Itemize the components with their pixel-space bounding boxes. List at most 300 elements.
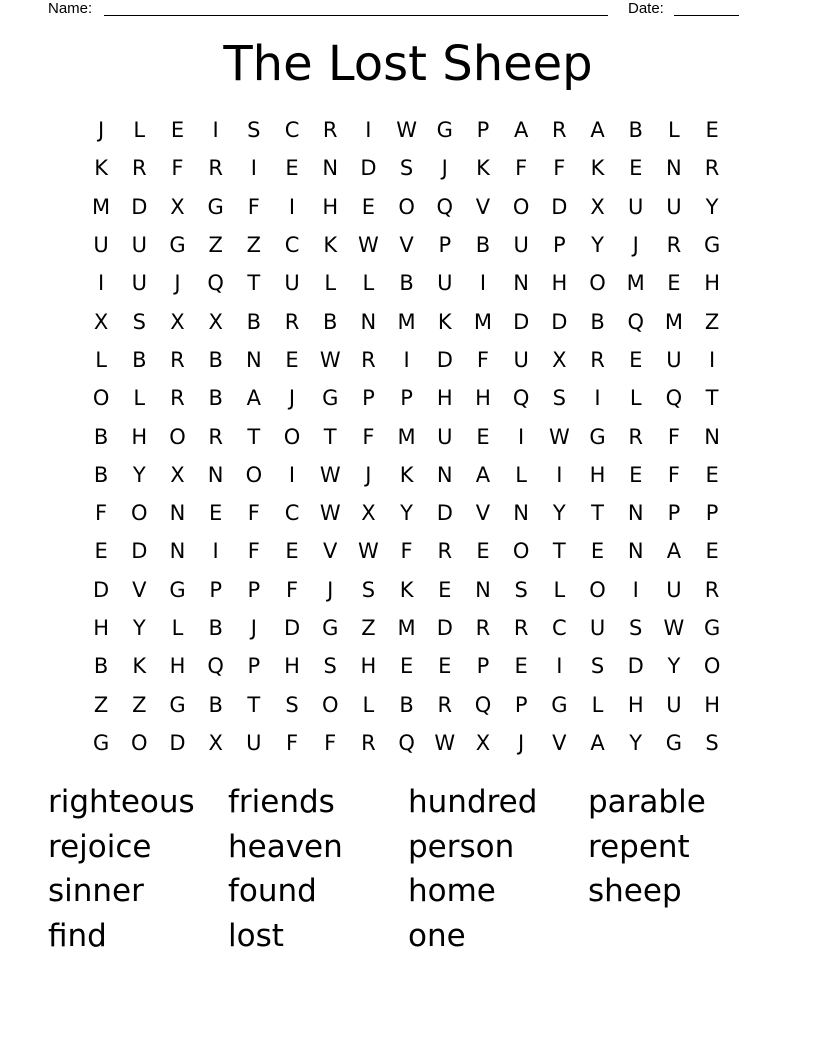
grid-cell[interactable]: R — [131, 156, 147, 181]
grid-cell[interactable]: O — [131, 501, 148, 526]
grid-cell[interactable]: E — [94, 539, 108, 564]
grid-cell[interactable]: T — [705, 386, 719, 411]
grid-cell[interactable]: N — [436, 462, 453, 487]
word-bank-item: repent — [588, 828, 690, 865]
grid-cell[interactable]: X — [208, 309, 223, 334]
grid-cell[interactable]: F — [667, 462, 680, 487]
grid-cell[interactable]: F — [476, 347, 490, 372]
grid-cell[interactable]: S — [361, 577, 376, 602]
grid-cell[interactable]: E — [629, 156, 643, 181]
grid-cell[interactable]: K — [94, 156, 108, 181]
grid-cell[interactable]: F — [400, 539, 413, 564]
grid-cell[interactable]: F — [247, 501, 260, 526]
grid-cell[interactable]: G — [322, 616, 339, 640]
grid-cell[interactable]: T — [247, 271, 261, 296]
grid-cell[interactable]: V — [132, 577, 147, 602]
grid-cell[interactable]: U — [666, 577, 682, 602]
grid-cell[interactable]: R — [284, 309, 300, 334]
grid-cell[interactable]: E — [285, 347, 299, 372]
grid-cell[interactable]: L — [95, 347, 107, 372]
grid-cell[interactable]: R — [666, 233, 682, 258]
grid-cell[interactable]: S — [514, 577, 528, 602]
date-line[interactable] — [674, 15, 739, 16]
grid-cell[interactable]: U — [589, 616, 606, 640]
grid-cell[interactable]: F — [553, 156, 566, 181]
grid-cell[interactable]: B — [246, 309, 262, 334]
grid-cell[interactable]: U — [628, 194, 644, 219]
grid-cell[interactable]: J — [327, 577, 334, 602]
grid-cell[interactable]: R — [437, 539, 453, 564]
grid-cell[interactable]: T — [247, 424, 261, 449]
grid-cell[interactable]: W — [319, 501, 341, 526]
grid-cell[interactable]: Z — [208, 233, 223, 258]
grid-cell[interactable]: L — [515, 462, 527, 487]
grid-cell[interactable]: I — [479, 271, 487, 296]
grid-cell[interactable]: D — [360, 156, 377, 181]
grid-cell[interactable]: T — [552, 539, 566, 564]
grid-cell[interactable]: G — [92, 730, 110, 755]
grid-cell[interactable]: E — [476, 424, 490, 449]
grid-cell[interactable]: B — [93, 654, 109, 679]
grid-cell[interactable]: P — [247, 654, 261, 679]
grid-cell[interactable]: S — [285, 692, 299, 717]
grid-cell[interactable]: P — [514, 692, 528, 717]
grid-cell[interactable]: O — [321, 692, 339, 717]
grid-cell[interactable]: B — [132, 347, 147, 372]
grid-cell[interactable]: X — [170, 462, 185, 487]
grid-cell[interactable]: U — [437, 271, 453, 296]
grid-cell[interactable]: H — [704, 692, 720, 717]
grid-cell[interactable]: D — [169, 730, 186, 755]
grid-cell[interactable]: E — [170, 118, 185, 143]
grid-cell[interactable]: W — [548, 424, 570, 449]
grid-cell[interactable]: X — [170, 309, 185, 334]
grid-cell[interactable]: X — [552, 347, 567, 372]
grid-cell[interactable]: C — [284, 501, 300, 526]
grid-cell[interactable]: I — [403, 347, 410, 372]
grid-cell[interactable]: O — [512, 539, 530, 564]
grid-cell[interactable]: F — [667, 424, 680, 449]
grid-cell[interactable]: K — [399, 462, 414, 487]
grid-cell[interactable]: R — [475, 616, 491, 640]
grid-cell[interactable]: J — [365, 462, 372, 487]
grid-cell[interactable]: U — [666, 692, 682, 717]
grid-cell[interactable]: E — [476, 539, 490, 564]
grid-cell[interactable]: O — [589, 577, 606, 602]
grid-cell[interactable]: X — [93, 309, 109, 334]
grid-cell[interactable]: I — [594, 386, 601, 411]
grid-cell[interactable]: R — [170, 347, 185, 372]
grid-cell[interactable]: F — [285, 730, 299, 755]
grid-cell[interactable]: W — [663, 616, 685, 640]
grid-cell[interactable]: G — [703, 233, 721, 258]
grid-cell[interactable]: W — [396, 118, 417, 143]
grid-cell[interactable]: L — [668, 118, 680, 143]
grid-cell[interactable]: H — [93, 616, 109, 640]
grid-cell[interactable]: F — [171, 156, 184, 181]
grid-cell[interactable]: H — [169, 654, 186, 679]
grid-cell[interactable]: U — [513, 233, 529, 258]
grid-cell[interactable]: X — [475, 730, 491, 755]
grid-cell[interactable]: I — [212, 118, 219, 143]
grid-cell[interactable]: R — [208, 156, 223, 181]
grid-cell[interactable]: M — [397, 309, 416, 334]
grid-cell[interactable]: F — [362, 424, 375, 449]
grid-cell[interactable]: X — [208, 730, 223, 755]
grid-cell[interactable]: M — [397, 424, 416, 449]
grid-cell[interactable]: O — [169, 424, 186, 449]
grid-cell[interactable]: N — [245, 347, 262, 372]
grid-cell[interactable]: P — [476, 654, 490, 679]
grid-cell[interactable]: O — [92, 386, 110, 411]
grid-cell[interactable]: E — [514, 654, 528, 679]
grid-cell[interactable]: C — [284, 118, 300, 143]
grid-cell[interactable]: M — [473, 309, 493, 334]
grid-cell[interactable]: D — [436, 347, 453, 372]
grid-cell[interactable]: A — [590, 118, 605, 143]
grid-cell[interactable]: Q — [474, 692, 492, 717]
grid-cell[interactable]: R — [704, 156, 720, 181]
grid-cell[interactable]: Z — [704, 309, 720, 334]
grid-cell[interactable]: J — [250, 616, 257, 640]
grid-cell[interactable]: X — [170, 194, 185, 219]
grid-cell[interactable]: S — [132, 309, 146, 334]
grid-cell[interactable]: H — [322, 194, 339, 219]
grid-cell[interactable]: J — [632, 233, 639, 258]
grid-cell[interactable]: E — [438, 577, 452, 602]
grid-cell[interactable]: K — [437, 309, 452, 334]
word-bank-item: one — [408, 917, 466, 954]
grid-cell[interactable]: W — [319, 347, 341, 372]
grid-cell[interactable]: V — [323, 539, 338, 564]
grid-cell[interactable]: D — [131, 539, 148, 564]
grid-cell[interactable]: L — [553, 577, 566, 602]
grid-cell[interactable]: L — [591, 692, 604, 717]
grid-cell[interactable]: S — [629, 616, 643, 640]
grid-cell[interactable]: C — [552, 616, 567, 640]
grid-cell[interactable]: J — [97, 118, 105, 143]
grid-cell[interactable]: G — [703, 616, 721, 640]
grid-cell[interactable]: F — [285, 577, 299, 602]
grid-cell[interactable]: I — [365, 118, 372, 143]
grid-cell[interactable]: N — [513, 271, 530, 296]
grid-cell[interactable]: H — [704, 271, 720, 296]
date-label: Date: — [628, 0, 664, 17]
grid-cell[interactable]: G — [169, 233, 186, 258]
grid-cell[interactable]: U — [666, 194, 682, 219]
grid-cell[interactable]: O — [703, 654, 721, 679]
grid-cell[interactable]: R — [437, 692, 453, 717]
grid-cell[interactable]: R — [322, 118, 338, 143]
grid-cell[interactable]: D — [436, 501, 453, 526]
grid-cell[interactable]: H — [284, 654, 300, 679]
word-bank-item: friends — [228, 784, 335, 820]
grid-cell[interactable]: K — [132, 654, 147, 679]
grid-cell[interactable]: I — [708, 347, 716, 372]
grid-cell[interactable]: F — [247, 539, 260, 564]
grid-cell[interactable]: Z — [93, 692, 109, 717]
grid-row — [82, 341, 732, 379]
grid-cell[interactable]: B — [208, 692, 223, 717]
grid-cell[interactable]: E — [705, 118, 719, 143]
grid-cell[interactable]: B — [93, 424, 109, 449]
grid-cell[interactable]: O — [131, 730, 148, 755]
grid-cell[interactable]: T — [323, 424, 337, 449]
grid-cell[interactable]: I — [556, 654, 563, 679]
grid-cell[interactable]: L — [324, 271, 337, 296]
grid-cell[interactable]: L — [629, 386, 642, 411]
grid-cell[interactable]: Q — [207, 271, 224, 296]
grid-row — [82, 532, 732, 570]
grid-cell[interactable]: V — [475, 194, 491, 219]
grid-cell[interactable]: O — [589, 271, 606, 296]
grid-cell[interactable]: S — [705, 730, 719, 755]
grid-cell[interactable]: Y — [705, 194, 719, 219]
grid-cell[interactable]: P — [438, 233, 452, 258]
grid-cell[interactable]: O — [512, 194, 530, 219]
grid-cell[interactable]: Y — [552, 501, 566, 526]
grid-cell[interactable]: G — [436, 118, 453, 143]
grid-cell[interactable]: N — [704, 424, 720, 449]
grid-cell[interactable]: A — [590, 730, 605, 755]
grid-cell[interactable]: E — [629, 462, 643, 487]
grid-cell[interactable]: E — [705, 462, 719, 487]
grid-cell[interactable]: E — [438, 654, 452, 679]
grid-cell[interactable]: I — [632, 577, 639, 602]
grid-cell[interactable]: S — [323, 654, 337, 679]
grid-cell[interactable]: Z — [361, 616, 376, 640]
grid-cell[interactable]: D — [627, 654, 644, 679]
grid-cell[interactable]: K — [476, 156, 490, 181]
grid-cell[interactable]: Q — [665, 386, 683, 411]
grid-cell[interactable]: K — [399, 577, 414, 602]
grid-cell[interactable]: B — [208, 616, 223, 640]
grid-cell[interactable]: V — [475, 501, 491, 526]
grid-cell[interactable]: L — [171, 616, 184, 640]
grid-cell[interactable]: N — [627, 539, 644, 564]
grid-cell[interactable]: L — [362, 692, 375, 717]
grid-cell[interactable]: S — [399, 156, 414, 181]
grid-cell[interactable]: H — [360, 654, 377, 679]
grid-cell[interactable]: D — [513, 309, 530, 334]
grid-cell[interactable]: M — [92, 194, 111, 219]
grid-cell[interactable]: W — [358, 233, 379, 258]
grid-cell[interactable]: C — [284, 233, 300, 258]
grid-cell[interactable]: L — [133, 118, 146, 143]
grid-cell[interactable]: I — [288, 194, 296, 219]
grid-cell[interactable]: H — [475, 386, 491, 411]
grid-cell[interactable]: E — [209, 501, 223, 526]
grid-cell[interactable]: P — [705, 501, 719, 526]
grid-cell[interactable]: F — [247, 194, 260, 219]
grid-cell[interactable]: E — [285, 539, 299, 564]
grid-cell[interactable]: W — [434, 730, 456, 755]
grid-cell[interactable]: U — [513, 347, 529, 372]
grid-cell[interactable]: L — [362, 271, 375, 296]
grid-cell[interactable]: N — [169, 501, 186, 526]
grid-cell[interactable]: E — [629, 347, 643, 372]
grid-cell[interactable]: T — [247, 692, 261, 717]
grid-cell[interactable]: U — [131, 271, 147, 296]
grid-cell[interactable]: G — [169, 692, 186, 717]
grid-cell[interactable]: D — [551, 194, 568, 219]
grid-cell[interactable]: R — [513, 616, 529, 640]
grid-cell[interactable]: G — [551, 692, 568, 717]
grid-cell[interactable]: Y — [629, 730, 643, 755]
grid-cell[interactable]: I — [288, 462, 296, 487]
grid-cell[interactable]: R — [361, 347, 376, 372]
grid-cell[interactable]: Y — [132, 462, 146, 487]
grid-cell[interactable]: I — [97, 271, 105, 296]
grid-cell[interactable]: B — [399, 692, 414, 717]
grid-cell[interactable]: N — [207, 462, 224, 487]
grid-cell[interactable]: B — [93, 462, 109, 487]
grid-cell[interactable]: D — [93, 577, 110, 602]
grid-cell[interactable]: F — [324, 730, 337, 755]
grid-cell[interactable]: E — [399, 654, 414, 679]
grid-cell[interactable]: O — [283, 424, 301, 449]
grid-cell[interactable]: P — [476, 118, 490, 143]
grid-cell[interactable]: N — [513, 501, 530, 526]
grid-cell[interactable]: U — [666, 347, 682, 372]
grid-cell[interactable]: H — [627, 692, 644, 717]
grid-cell[interactable]: J — [174, 271, 181, 296]
grid-cell[interactable]: Y — [132, 616, 146, 640]
grid-cell[interactable]: X — [361, 501, 376, 526]
grid-cell[interactable]: R — [590, 347, 605, 372]
grid-cell[interactable]: E — [361, 194, 376, 219]
grid-cell[interactable]: G — [322, 386, 339, 411]
grid-cell[interactable]: B — [323, 309, 338, 334]
grid-cell[interactable]: N — [169, 539, 186, 564]
grid-cell[interactable]: Q — [207, 654, 224, 679]
grid-cell[interactable]: A — [246, 386, 262, 411]
grid-cell[interactable]: R — [628, 424, 644, 449]
grid-cell[interactable]: W — [358, 539, 379, 564]
grid-cell[interactable]: H — [436, 386, 453, 411]
grid-cell[interactable]: P — [400, 386, 413, 411]
grid-cell[interactable]: X — [590, 194, 605, 219]
grid-cell[interactable]: R — [361, 730, 376, 755]
grid-cell[interactable]: P — [209, 577, 222, 602]
grid-cell[interactable]: J — [288, 386, 296, 411]
grid-cell[interactable]: T — [591, 501, 604, 526]
grid-cell[interactable]: B — [475, 233, 491, 258]
grid-cell[interactable]: V — [552, 730, 567, 755]
grid-cell[interactable]: Z — [132, 692, 147, 717]
grid-cell[interactable]: I — [212, 539, 219, 564]
grid-cell[interactable]: I — [250, 156, 257, 181]
grid-cell[interactable]: M — [664, 309, 683, 334]
grid-cell[interactable]: D — [436, 616, 453, 640]
grid-cell[interactable]: E — [590, 539, 605, 564]
grid-cell[interactable]: N — [627, 501, 644, 526]
grid-cell[interactable]: Q — [398, 730, 415, 755]
grid-cell[interactable]: I — [518, 424, 525, 449]
grid-cell[interactable]: Z — [246, 233, 262, 258]
grid-cell[interactable]: S — [247, 118, 261, 143]
grid-cell[interactable]: B — [590, 309, 605, 334]
grid-cell[interactable]: G — [665, 730, 683, 755]
grid-cell[interactable]: E — [667, 271, 681, 296]
grid-cell[interactable]: R — [208, 424, 223, 449]
grid-cell[interactable]: N — [475, 577, 491, 602]
grid-cell[interactable]: G — [169, 577, 186, 602]
grid-cell[interactable]: D — [131, 194, 148, 219]
grid-cell[interactable]: U — [437, 424, 453, 449]
grid-cell[interactable]: F — [95, 501, 108, 526]
grid-cell[interactable]: A — [475, 462, 491, 487]
grid-cell[interactable]: K — [590, 156, 605, 181]
grid-cell[interactable]: I — [556, 462, 563, 487]
grid-cell[interactable]: Y — [667, 654, 681, 679]
grid-cell[interactable]: D — [283, 616, 301, 640]
grid-cell[interactable]: H — [131, 424, 148, 449]
grid-cell[interactable]: E — [705, 539, 719, 564]
grid-cell[interactable]: H — [589, 462, 606, 487]
grid-cell[interactable]: O — [398, 194, 415, 219]
grid-cell[interactable]: U — [93, 233, 109, 258]
grid-cell[interactable]: Y — [400, 501, 413, 526]
grid-cell[interactable]: B — [208, 347, 223, 372]
grid-cell[interactable]: P — [667, 501, 681, 526]
grid-cell[interactable]: R — [170, 386, 185, 411]
grid-cell[interactable]: Q — [436, 194, 454, 219]
grid-cell[interactable]: G — [589, 424, 606, 449]
grid-cell[interactable]: S — [552, 386, 567, 411]
name-line[interactable] — [104, 15, 608, 16]
grid-cell[interactable]: S — [590, 654, 605, 679]
grid-cell[interactable]: K — [323, 233, 338, 258]
grid-cell[interactable]: M — [397, 616, 416, 640]
grid-cell[interactable]: W — [319, 462, 341, 487]
word-bank-item: sinner — [48, 873, 144, 909]
grid-cell[interactable]: R — [552, 118, 567, 143]
grid-cell[interactable]: U — [131, 233, 147, 258]
grid-cell[interactable]: O — [245, 462, 263, 487]
grid-cell[interactable]: B — [628, 118, 643, 143]
grid-cell[interactable]: N — [666, 156, 682, 181]
grid-cell[interactable]: B — [208, 386, 223, 411]
grid-row — [82, 417, 732, 455]
grid-cell[interactable]: G — [207, 194, 224, 219]
grid-cell[interactable]: P — [362, 386, 375, 411]
grid-cell[interactable]: J — [441, 156, 448, 181]
grid-cell[interactable]: V — [399, 233, 414, 258]
grid-cell[interactable]: H — [551, 271, 568, 296]
grid-cell[interactable]: U — [284, 271, 300, 296]
grid-cell[interactable]: Q — [512, 386, 530, 411]
grid-cell[interactable]: J — [518, 730, 525, 755]
grid-cell[interactable]: Y — [591, 233, 604, 258]
grid-cell[interactable]: R — [704, 577, 720, 602]
grid-cell[interactable]: N — [360, 309, 377, 334]
grid-cell[interactable]: D — [551, 309, 568, 334]
grid-cell[interactable]: P — [553, 233, 566, 258]
grid-cell[interactable]: N — [322, 156, 339, 181]
grid-cell[interactable]: A — [513, 118, 529, 143]
grid-cell[interactable]: Q — [627, 309, 644, 334]
grid-cell[interactable]: P — [247, 577, 261, 602]
grid-cell[interactable]: F — [515, 156, 528, 181]
grid-cell[interactable]: E — [285, 156, 299, 181]
grid-row — [82, 571, 732, 609]
grid-cell[interactable]: B — [399, 271, 414, 296]
grid-cell[interactable]: U — [246, 730, 262, 755]
grid-cell[interactable]: L — [133, 386, 146, 411]
grid-cell[interactable]: M — [626, 271, 645, 296]
grid-cell[interactable]: A — [666, 539, 682, 564]
